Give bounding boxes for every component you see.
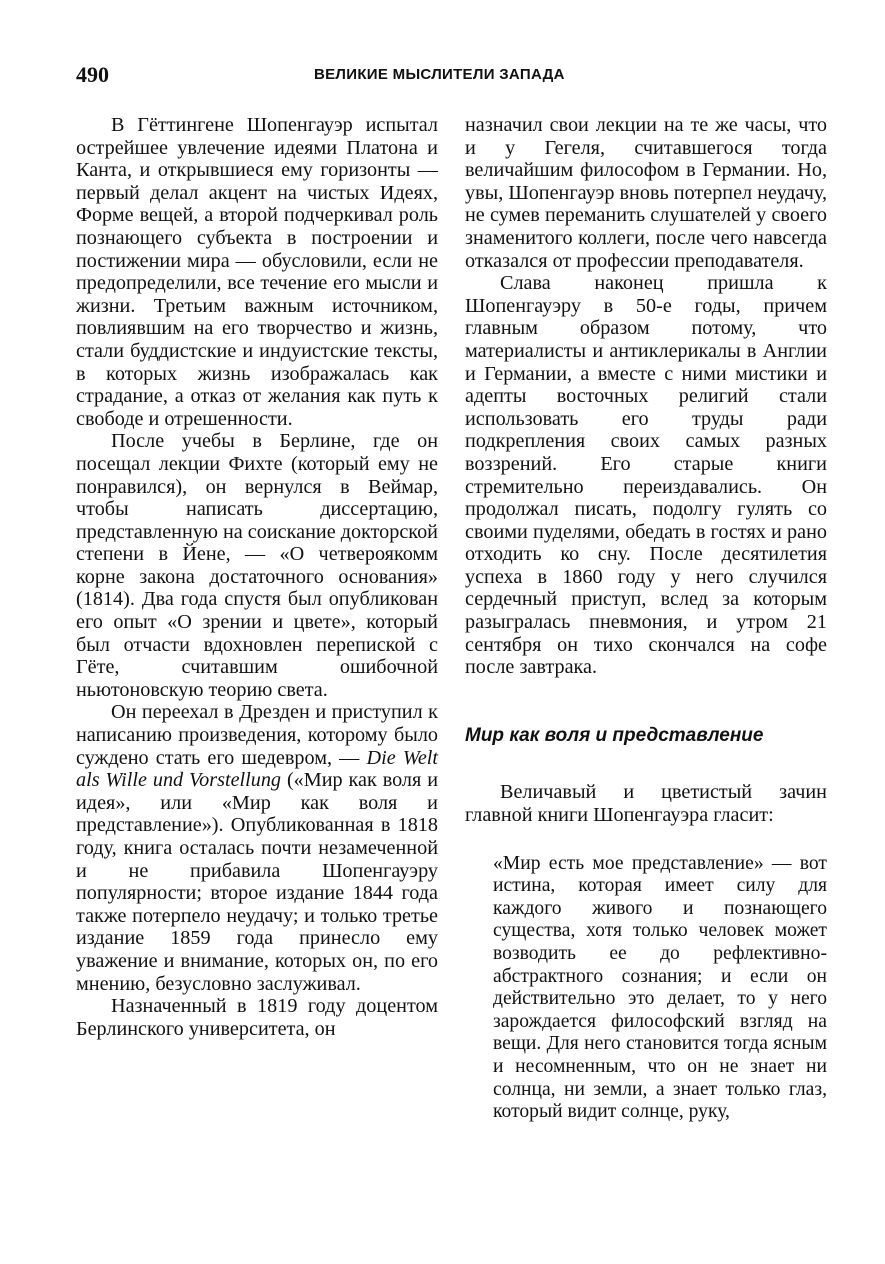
left-column bbox=[76, 114, 438, 1040]
right-paragraph-1: назначил свои лекции на те же часы, что и у Гегеля, считавшегося тогда величайшим философом в Германии. Но, увы, Шопенгауэр вновь потерпел неудачу, не сумев переманить слушателей у своего знаменитого коллеги, после чего навсегда отказался от профессии преподавателя. bbox=[465, 114, 827, 272]
block-quote bbox=[493, 853, 827, 1124]
book-title-german: Die Welt als Wille und Vorstellung bbox=[76, 746, 438, 792]
left-paragraph-3 bbox=[76, 701, 438, 995]
left-paragraph-1: В Гёттингене Шопенгауэр испытал острейшее увлечение идеями Платона и Канта, и открывшиеся ему горизонты — первый делал акцент на чистых Идеях, Форме вещей, а второй подчеркивал роль познающего субъекта в построении и постижении мира — обусловили, если не предопределили, все течение его мысли и жизни. Третьим важным источником, повлиявшим на его творчество и жизнь, стали буддистские и индуистские тексты, в которых жизнь изображалась как страдание, а отказ от желания как путь к свободе и отрешенности. bbox=[76, 114, 438, 430]
left-paragraph-3-end: («Мир как воля и идея», или «Мир как воля и представление»). Опубликованная в 1818 году, книга осталась почти незамеченной и не прибавила Шопенгауэру популярности; второе издание 1844 года также потерпело неудачу; и только третье издание 1859 года принесло ему уважение и внимание, которых он, по его мнению, безусловно заслуживал. bbox=[76, 769, 438, 995]
block-quote-text: «Мир есть мое представление» — вот истина, которая имеет силу для каждого живого и познающего существа, хотя только человек может возводить ее до рефлективно-абстрактного сознания; и если он действительно это делает, то у него зарождается философский взгляд на вещи. Для него становится тогда ясным и несомненным, что он не знает ни солнца, ни земли, а знает только глаз, который видит солнце, руку, bbox=[493, 852, 827, 1123]
left-paragraph-2: После учебы в Берлине, где он посещал лекции Фихте (который ему не понравился), он вернулся в Веймар, чтобы написать диссертацию, представленную на соискание докторской степени в Йене, — «О четвероякомм корне закона достаточного основания» (1814). Два года спустя был опубликован его опыт «О зрении и цвете», который был отчасти вдохновлен перепиской с Гёте, считавшим ошибочной ньютоновскую теорию света. bbox=[76, 430, 438, 701]
left-paragraph-4: Назначенный в 1819 году доцентом Берлинского университета, он bbox=[76, 995, 438, 1040]
page-header bbox=[76, 62, 820, 92]
left-paragraph-3-start: Он переехал в Дрезден и приступил к написанию произведения, которому было суждено стать его шедевром, — bbox=[76, 701, 438, 769]
running-title: ВЕЛИКИЕ МЫСЛИТЕЛИ ЗАПАДА bbox=[314, 66, 565, 83]
right-paragraph-3: Величавый и цветистый зачин главной книги Шопенгауэра гласит: bbox=[465, 781, 827, 827]
right-paragraph-2: Слава наконец пришла к Шопенгауэру в 50-е годы, причем главным образом потому, что материалисты и антиклерикалы в Англии и Германии, а вместе с ними мистики и адепты восточных религий стали использовать его труды ради подкрепления своих самых разных воззрений. Его старые книги стремительно переиздавались. Он продолжал писать, подолгу гулять со своими пуделями, обедать в гостях и рано отходить ко сну. После десятилетия успеха в 1860 году у него случился сердечный приступ, вслед за которым разыгралась пневмония, и утром 21 сентября он тихо скончался на софе после завтрака. bbox=[465, 272, 827, 679]
page-number: 490 bbox=[76, 62, 109, 87]
right-column bbox=[465, 114, 827, 1124]
section-heading: Мир как воля и представление bbox=[465, 724, 764, 746]
